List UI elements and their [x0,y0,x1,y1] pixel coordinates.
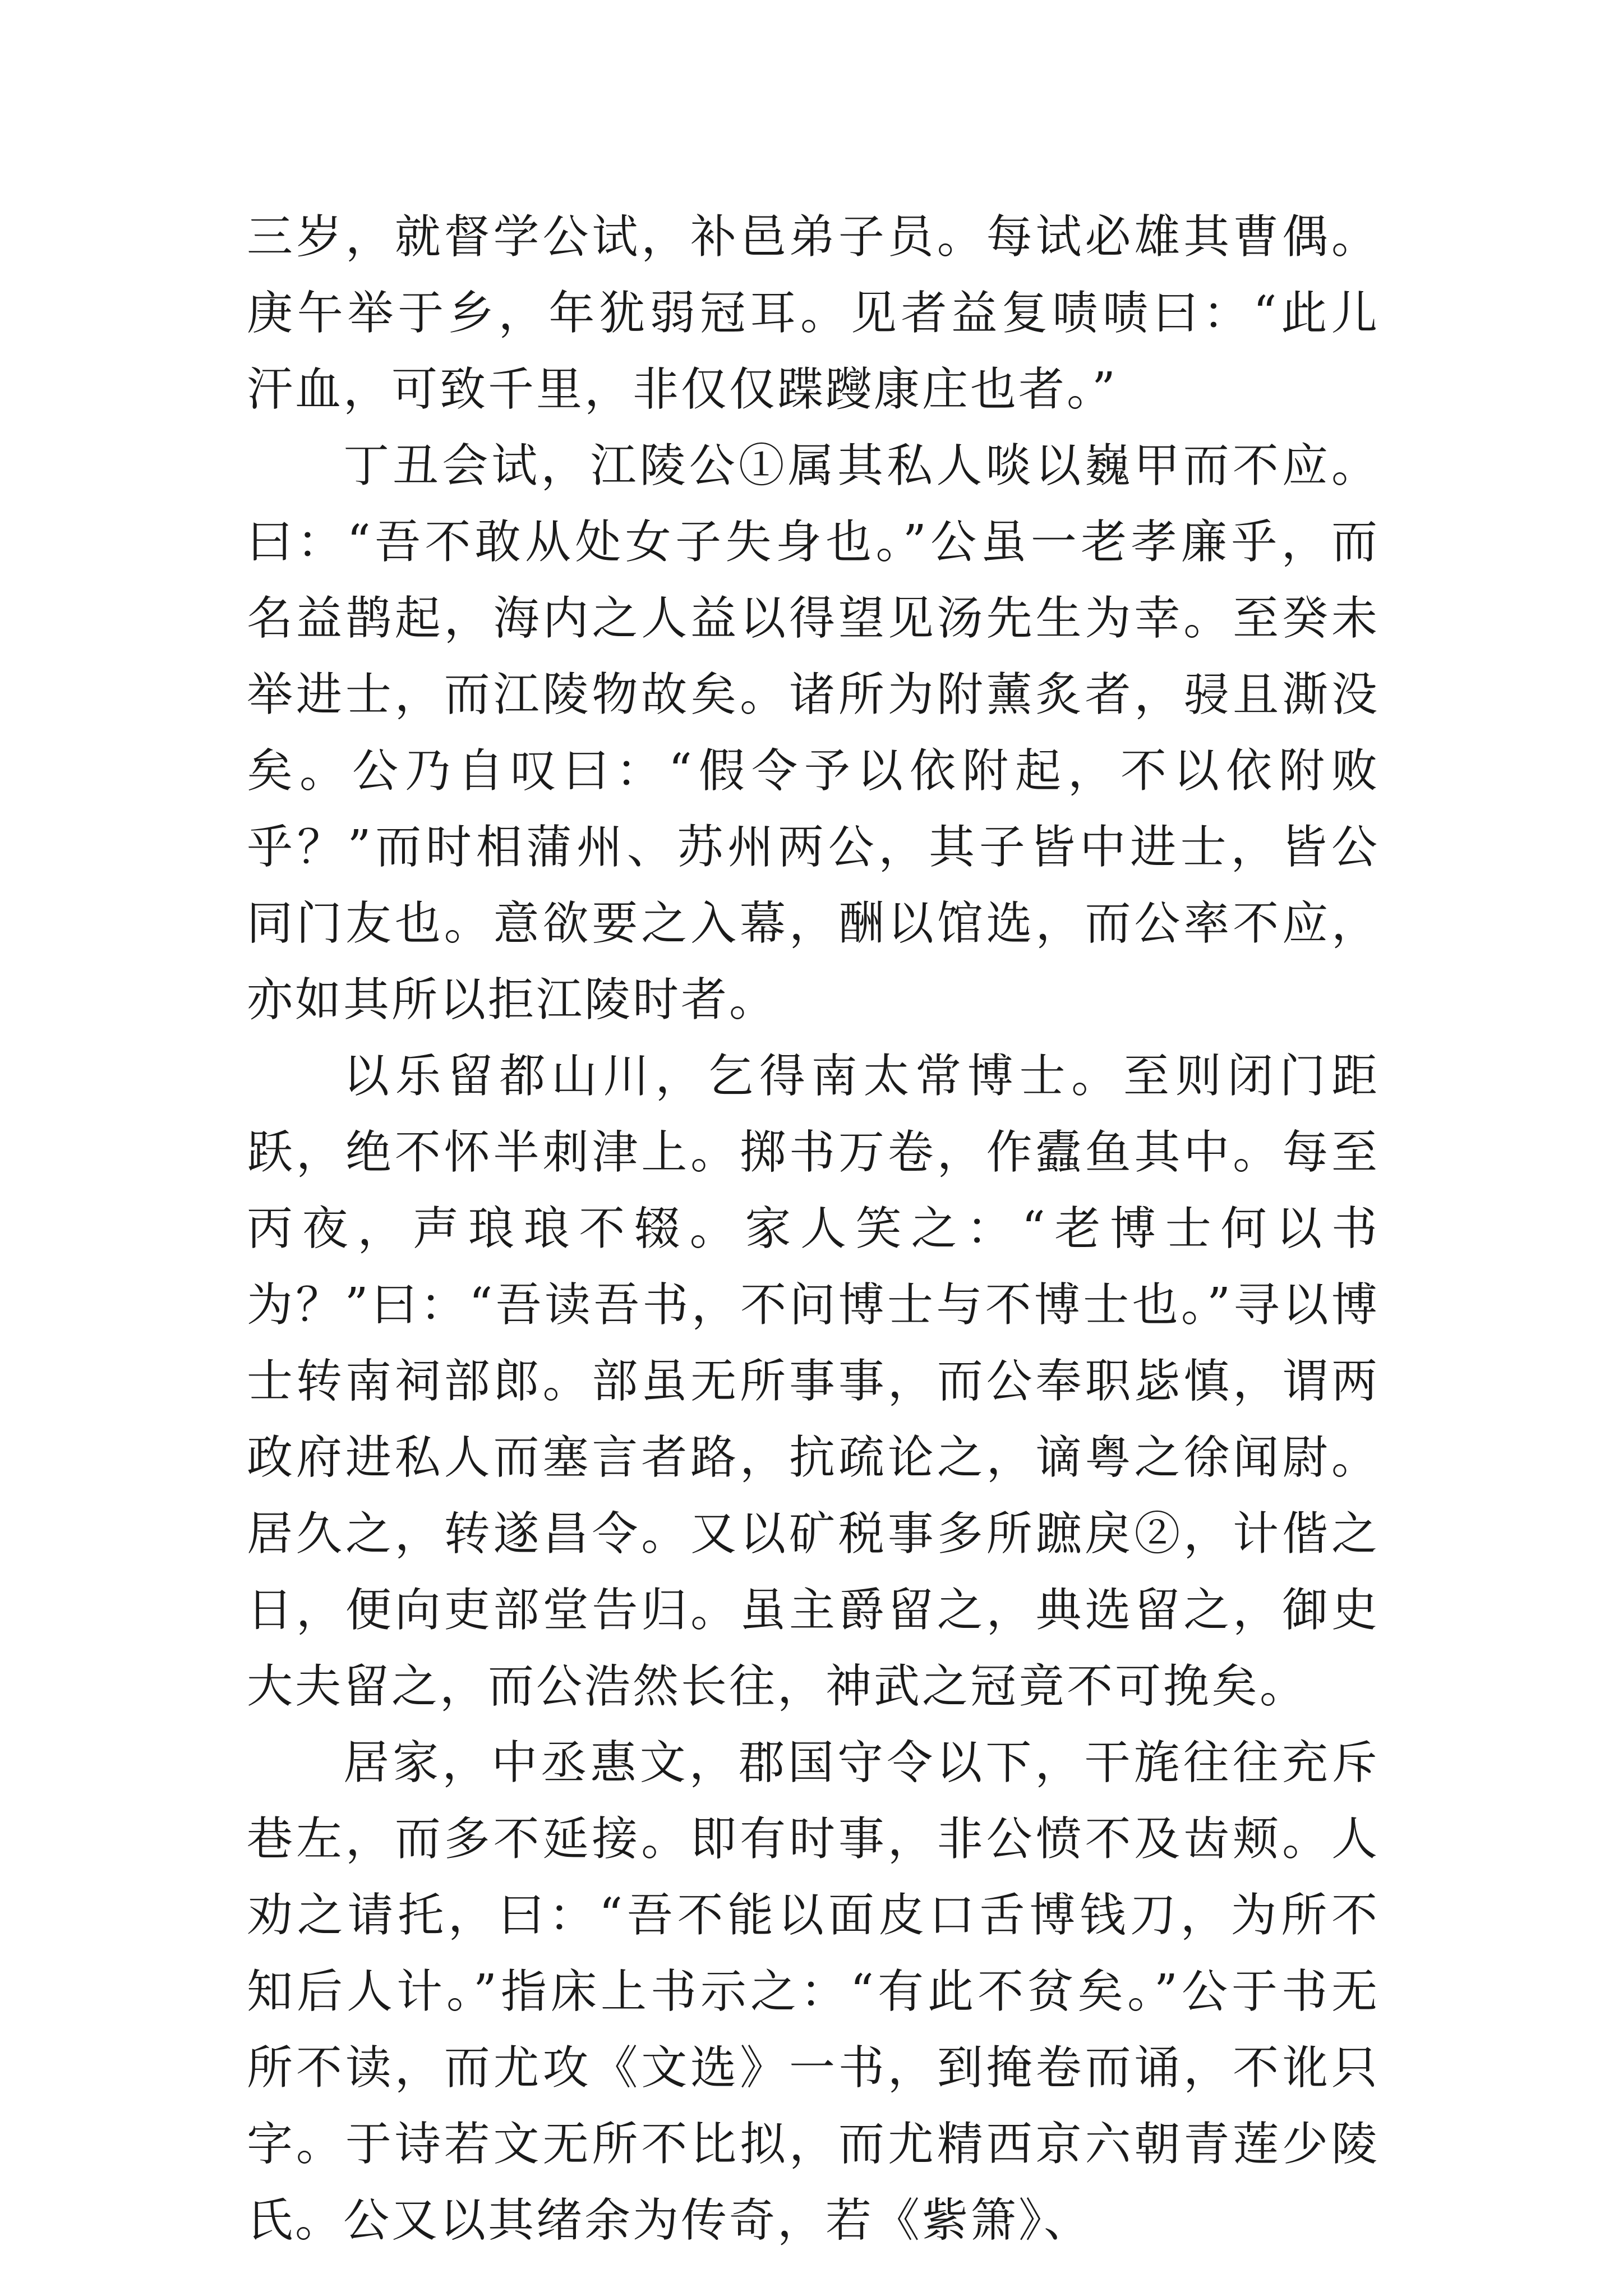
paragraph-3: 以乐留都山川，乞得南太常博士。至则闭门距跃，绝不怀半刺津上。掷书万卷，作蠹鱼其中。每至丙夜，声琅琅不辍。家人笑之：“老博士何以书为？”曰：“吾读吾书，不问博士与不博士也。”寻以博士转南祠部郎。部虽无所事事，而公奉职毖慎，谓两政府进私人而塞言者路，抗疏论之，谪粤之徐闻尉。居久之，转遂昌令。又以矿税事多所蹠戾②，计偕之日，便向吏部堂告归。虽主爵留之，典选留之，御史大夫留之，而公浩然长往，神武之冠竟不可挽矣。 [247,1050,1380,1713]
paragraph-1: 三岁，就督学公试，补邑弟子员。每试必雄其曹偶。庚午举于乡，年犹弱冠耳。见者益复啧啧曰：“此儿汗血，可致千里，非仅仅蹀躞康庄也者。” [247,210,1380,416]
paragraph-4: 居家，中丞惠文，郡国守令以下，干旄往往充斥巷左，而多不延接。即有时事，非公愤不及齿颊。人劝之请托，曰：“吾不能以面皮口舌博钱刀，为所不知后人计。”指床上书示之：“有此不贫矣。”公于书无所不读，而尤攻《文选》一书，到掩卷而诵，不讹只字。于诗若文无所不比拟，而尤精西京六朝青莲少陵氏。公又以其绪余为传奇，若《紫箫》、 [247,1736,1380,2247]
document-body [247,199,1380,2259]
paragraph-2: 丁丑会试，江陵公①属其私人啖以巍甲而不应。曰：“吾不敢从处女子失身也。”公虽一老孝廉乎，而名益鹊起，海内之人益以得望见汤先生为幸。至癸未举进士，而江陵物故矣。诸所为附薰炙者，骎且澌没矣。公乃自叹曰：“假令予以依附起，不以依附败乎？”而时相蒲州、苏州两公，其子皆中进士，皆公同门友也。意欲要之入幕，酬以馆选，而公率不应，亦如其所以拒江陵时者。 [247,439,1380,1027]
